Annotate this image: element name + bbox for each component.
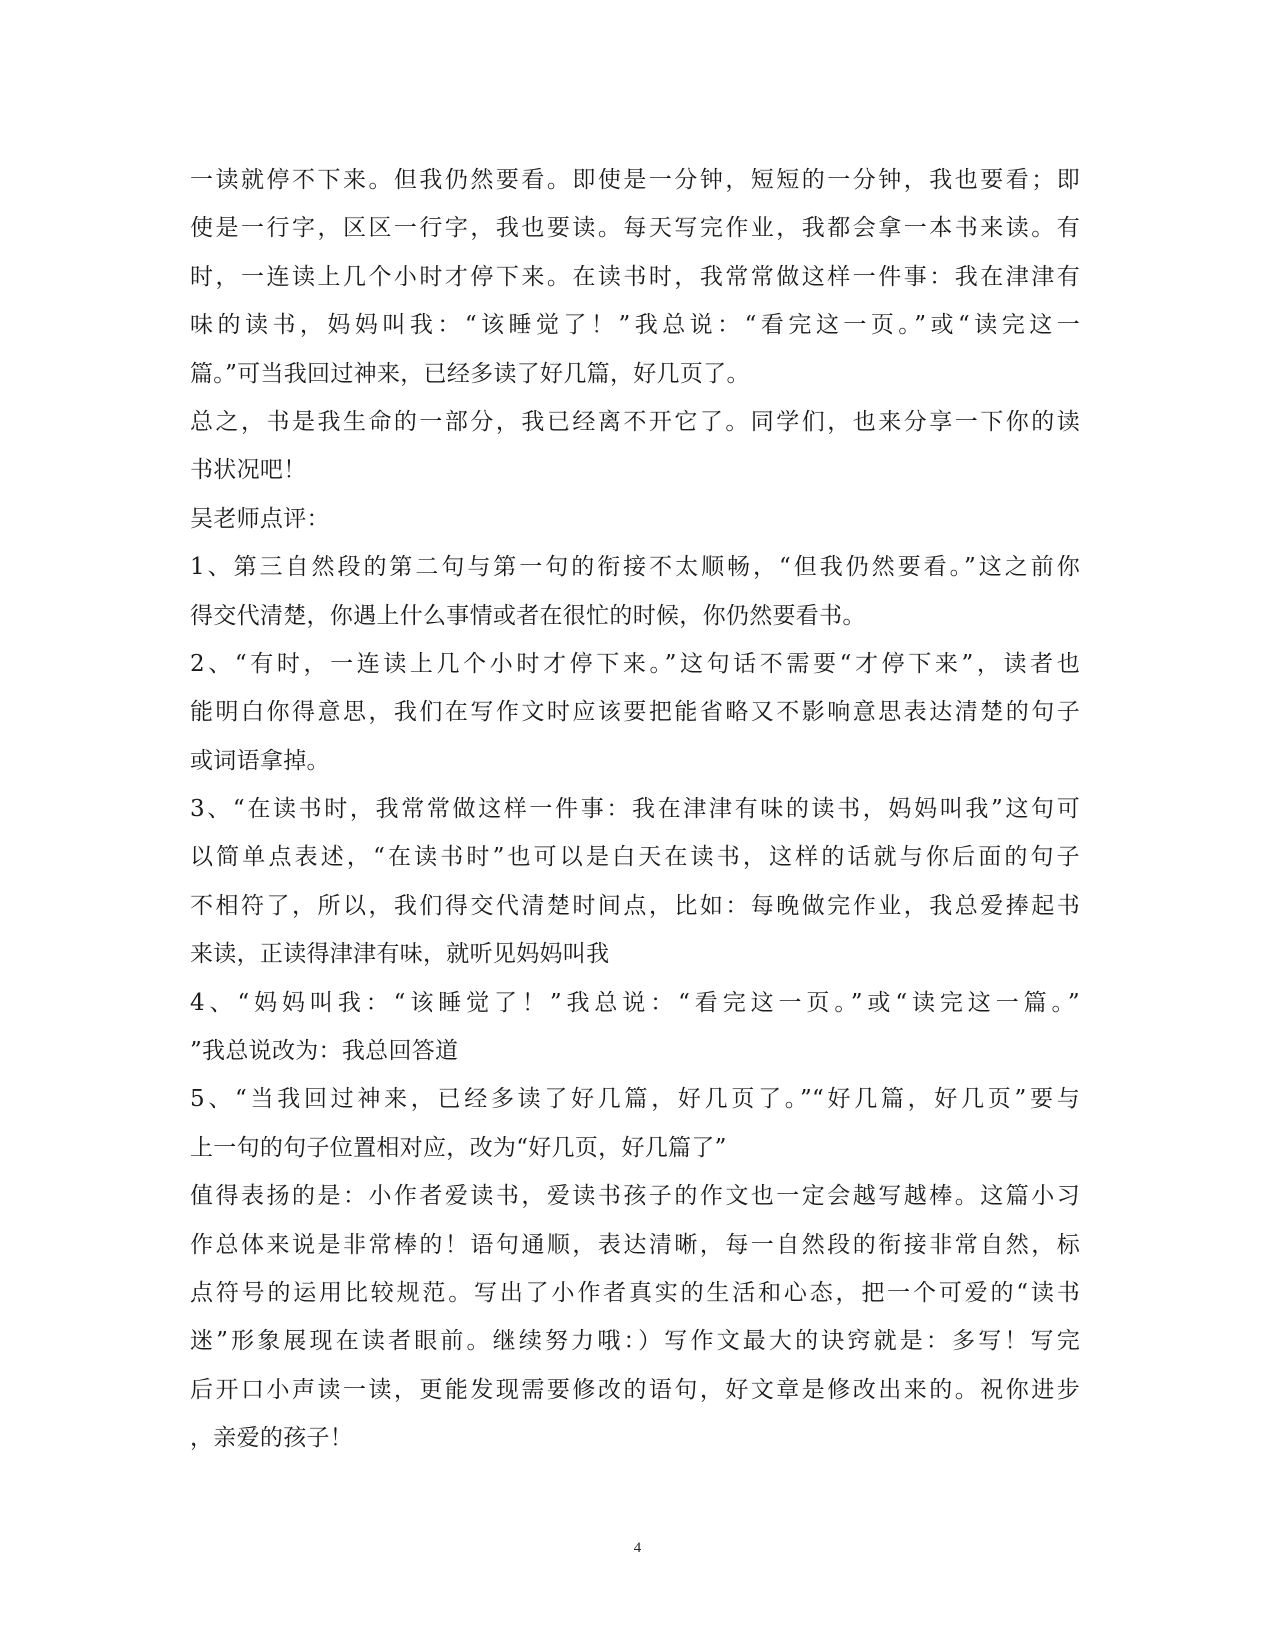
text-line: 味的读书，妈妈叫我：“该睡觉了！”我总说：“看完这一页。”或“读完这一 <box>190 312 1080 339</box>
text-line: 篇。”可当我回过神来，已经多读了好几篇，好几页了。 <box>190 360 750 387</box>
text-line: 迷”形象展现在读者眼前。继续努力哦：）写作文最大的诀窍就是：多写！写完 <box>190 1328 1080 1355</box>
comment-item-2: 2、“有时，一连读上几个小时才停下来。”这句话不需要“才停下来”，读者也 <box>190 650 1080 677</box>
comment-item-4: 4、“妈妈叫我：“该睡觉了！”我总说：“看完这一页。”或“读完这一篇。” <box>190 989 1080 1016</box>
comment-item-1: 1、第三自然段的第二句与第一句的衔接不太顺畅，“但我仍然要看。”这之前你 <box>190 554 1080 581</box>
text-line: 作总体来说是非常棒的！语句通顺，表达清晰，每一自然段的衔接非常自然，标 <box>190 1231 1080 1258</box>
text-line: 上一句的句子位置相对应，改为“好几页，好几篇了” <box>190 1134 727 1161</box>
text-line: 来读，正读得津津有味，就听见妈妈叫我 <box>190 941 610 968</box>
document-body <box>190 156 1080 1463</box>
text-line: ”我总说改为：我总回答道 <box>190 1038 459 1065</box>
text-line: 不相符了，所以，我们得交代清楚时间点，比如：每晚做完作业，我总爱捧起书 <box>190 892 1080 919</box>
text-line: 总之，书是我生命的一部分，我已经离不开它了。同学们，也来分享一下你的读 <box>190 408 1080 435</box>
text-line: 点符号的运用比较规范。写出了小作者真实的生活和心态，把一个可爱的“读书 <box>190 1279 1080 1306</box>
text-line: 或词语拿掉。 <box>190 747 330 774</box>
page-number: 4 <box>633 1540 642 1556</box>
comment-item-3: 3、“在读书时，我常常做这样一件事：我在津津有味的读书，妈妈叫我”这句可 <box>190 796 1080 823</box>
summary-paragraph: 值得表扬的是：小作者爱读书，爱读书孩子的作文也一定会越写越棒。这篇小习 <box>190 1183 1080 1210</box>
text-line: 一读就停不下来。但我仍然要看。即使是一分钟，短短的一分钟，我也要看；即 <box>190 167 1080 193</box>
text-line: 书状况吧！ <box>190 457 307 484</box>
comment-item-5: 5、“当我回过神来，已经多读了好几篇，好几页了。”“好几篇，好几页”要与 <box>190 1086 1080 1113</box>
text-line: 能明白你得意思，我们在写作文时应该要把能省略又不影响意思表达清楚的句子 <box>190 699 1080 726</box>
section-heading: 吴老师点评： <box>190 505 330 532</box>
text-line: 以简单点表述，“在读书时”也可以是白天在读书，这样的话就与你后面的句子 <box>190 844 1080 871</box>
text-line: 使是一行字，区区一行字，我也要读。每天写完作业，我都会拿一本书来读。有 <box>190 215 1080 242</box>
text-line: 时，一连读上几个小时才停下来。在读书时，我常常做这样一件事：我在津津有 <box>190 263 1080 290</box>
text-line: 得交代清楚，你遇上什么事情或者在很忙的时候，你仍然要看书。 <box>190 602 866 629</box>
text-line: 后开口小声读一读，更能发现需要修改的语句，好文章是修改出来的。祝你进步 <box>190 1376 1080 1403</box>
text-line: ，亲爱的孩子！ <box>190 1425 354 1452</box>
